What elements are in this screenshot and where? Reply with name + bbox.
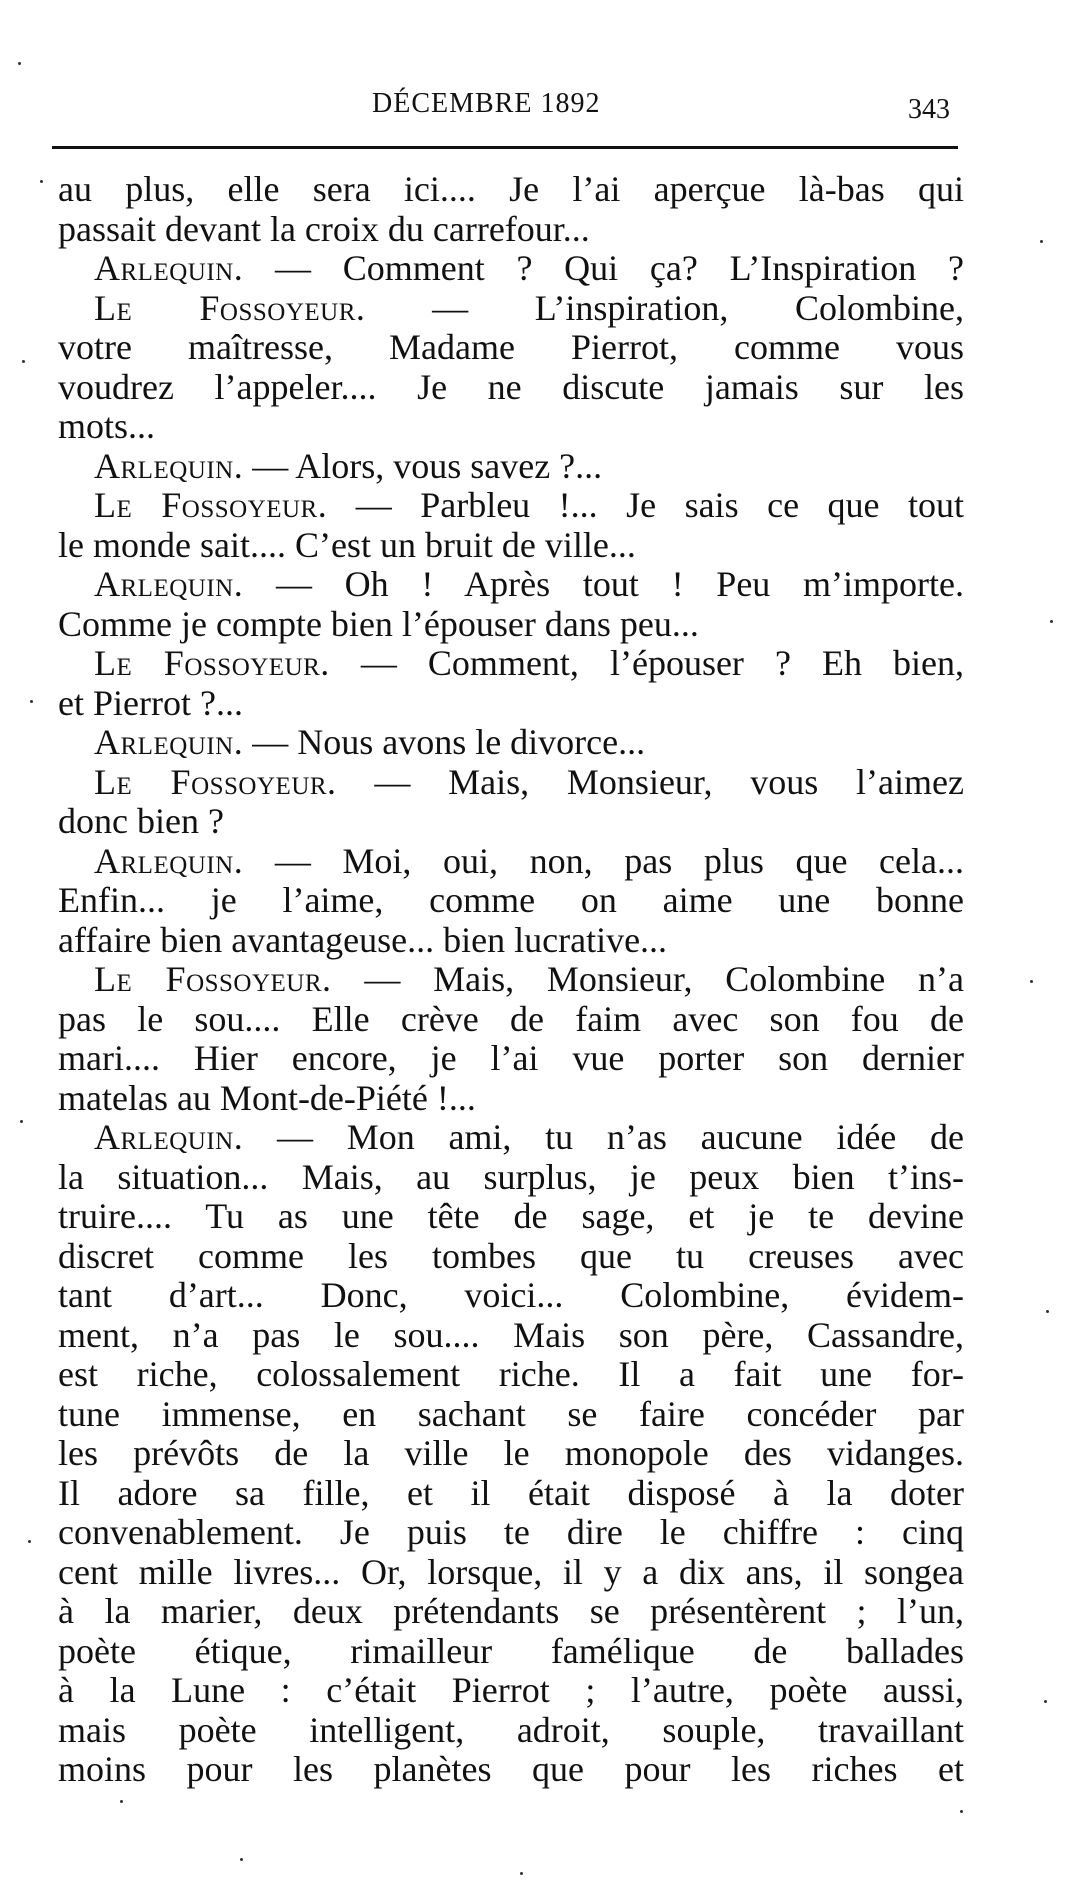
header-rule <box>52 146 958 149</box>
text-line <box>58 1158 964 1198</box>
text-line <box>58 486 964 526</box>
body-text <box>58 170 964 1790</box>
line-text: mots... <box>58 406 156 446</box>
text-line <box>58 960 964 1000</box>
line-text: — Comment ? Qui ça? L’Inspiration ? <box>274 248 964 288</box>
line-text: — Mais, Monsieur, vous l’aimez <box>374 761 964 802</box>
text-line <box>58 1434 964 1474</box>
text-line <box>58 1513 964 1553</box>
text-line <box>58 1237 964 1277</box>
text-line <box>58 328 964 368</box>
page-number: 343 <box>908 94 950 125</box>
text-line <box>58 921 964 961</box>
text-line <box>58 1750 964 1790</box>
text-line <box>58 684 964 724</box>
text-line <box>58 1197 964 1237</box>
speaker-name: Arlequin. <box>94 840 244 881</box>
line-text: au plus, elle sera ici.... Je l’ai aperçue là-bas qui <box>58 169 964 209</box>
text-line <box>58 1079 964 1119</box>
line-text: à la marier, deux prétendants se présentèrent ; l’un, <box>58 1591 964 1631</box>
text-line <box>58 1118 964 1158</box>
text-line <box>58 249 964 289</box>
line-text: donc bien ? <box>58 801 224 841</box>
line-text: tant d’art... Donc, voici... Colombine, évidem- <box>58 1275 964 1315</box>
speaker-name: Arlequin. <box>94 1117 244 1157</box>
line-text: — Mais, Monsieur, Colombine n’a <box>364 959 964 999</box>
text-line <box>58 447 964 487</box>
text-line <box>58 289 964 329</box>
text-line <box>58 1592 964 1632</box>
speaker-name: Le Fossoyeur. <box>94 761 337 802</box>
scan-speck <box>1050 620 1053 623</box>
line-text: la situation... Mais, au surplus, je peux bien t’ins- <box>58 1156 964 1197</box>
text-line <box>58 170 964 210</box>
line-text: mais poète intelligent, adroit, souple, travaillant <box>58 1709 964 1750</box>
line-text: — Comment, l’épouser ? Eh bien, <box>360 643 965 683</box>
scan-speck <box>28 1540 31 1543</box>
speaker-name: Arlequin. <box>94 722 244 762</box>
scan-speck <box>20 1120 23 1123</box>
text-line <box>58 565 964 605</box>
line-text: discret comme les tombes que tu creuses avec <box>58 1235 964 1276</box>
text-line <box>58 605 964 645</box>
text-line <box>58 802 964 842</box>
line-text: cent mille livres... Or, lorsque, il y a dix ans, il songea <box>58 1551 964 1592</box>
line-text: Enfin... je l’aime, comme on aime une bonne <box>58 880 964 920</box>
line-text: convenablement. Je puis te dire le chiffre : cinq <box>58 1512 964 1552</box>
text-line <box>58 644 964 684</box>
line-text: est riche, colossalement riche. Il a fait une for- <box>58 1354 964 1394</box>
line-text: voudrez l’appeler.... Je ne discute jamais sur les <box>58 366 964 407</box>
text-line <box>58 1276 964 1316</box>
speaker-name: Le Fossoyeur. <box>94 287 366 328</box>
text-line <box>58 1395 964 1435</box>
text-line <box>58 1474 964 1514</box>
scan-speck <box>18 62 21 65</box>
line-text: ment, n’a pas le sou.... Mais son père, Cassandre, <box>58 1314 964 1355</box>
line-text: et Pierrot ?... <box>58 682 243 723</box>
line-text: tune immense, en sachant se faire concéder par <box>58 1393 964 1434</box>
line-text: poète étique, rimailleur famélique de ballades <box>58 1630 964 1671</box>
scan-speck <box>1044 1700 1047 1703</box>
scan-speck <box>120 1800 123 1803</box>
speaker-name: Le Fossoyeur. <box>94 959 332 999</box>
speaker-name: Le Fossoyeur. <box>94 485 328 525</box>
text-line <box>58 407 964 447</box>
scan-speck <box>1040 240 1043 243</box>
scan-speck <box>22 360 25 363</box>
scan-speck <box>1046 1310 1049 1313</box>
text-line <box>58 1000 964 1040</box>
line-text: votre maîtresse, Madame Pierrot, comme vous <box>58 327 964 367</box>
text-line <box>58 526 964 566</box>
line-text: — Alors, vous savez ?... <box>252 445 603 486</box>
page-header <box>60 88 960 132</box>
text-line <box>58 210 964 250</box>
scan-speck <box>520 1872 523 1875</box>
text-line <box>58 1553 964 1593</box>
line-text: mari.... Hier encore, je l’ai vue porter son dernier <box>58 1038 964 1078</box>
text-line <box>58 1632 964 1672</box>
line-text: pas le sou.... Elle crève de faim avec son fou de <box>58 998 964 1039</box>
text-line <box>58 1711 964 1751</box>
running-title: DÉCEMBRE 1892 <box>372 88 601 119</box>
line-text: les prévôts de la ville le monopole des vidanges. <box>58 1433 964 1473</box>
text-line <box>58 368 964 408</box>
text-line <box>58 1039 964 1079</box>
scan-speck <box>240 1858 243 1861</box>
text-line <box>58 763 964 803</box>
speaker-name: Arlequin. <box>94 564 244 604</box>
line-text: passait devant la croix du carrefour... <box>58 208 590 249</box>
line-text: Comme je compte bien l’épouser dans peu... <box>58 603 699 644</box>
speaker-name: Le Fossoyeur. <box>94 643 330 683</box>
line-text: — Parbleu !... Je sais ce que tout <box>355 485 964 525</box>
line-text: le monde sait.... C’est un bruit de ville... <box>58 524 636 565</box>
scan-speck <box>960 1810 963 1813</box>
speaker-name: Arlequin. <box>94 445 244 486</box>
scan-speck <box>1030 980 1033 983</box>
text-line <box>58 723 964 763</box>
speaker-name: Arlequin. <box>94 248 244 288</box>
line-text: moins pour les planètes que pour les riches et <box>58 1749 964 1789</box>
line-text: affaire bien avantageuse... bien lucrative... <box>58 919 668 960</box>
line-text: — Nous avons le divorce... <box>252 722 646 762</box>
text-line <box>58 1671 964 1711</box>
line-text: — Mon ami, tu n’as aucune idée de <box>276 1117 965 1157</box>
text-line <box>58 1355 964 1395</box>
line-text: à la Lune : c’était Pierrot ; l’autre, poète aussi, <box>58 1670 964 1710</box>
line-text: truire.... Tu as une tête de sage, et je te devine <box>58 1196 964 1236</box>
scan-speck <box>40 180 43 183</box>
line-text: — L’inspiration, Colombine, <box>432 287 965 328</box>
line-text: — Oh ! Après tout ! Peu m’importe. <box>275 564 964 604</box>
line-text: matelas au Mont-de-Piété !... <box>58 1077 476 1118</box>
text-line <box>58 1316 964 1356</box>
scan-speck <box>30 700 33 703</box>
line-text: — Moi, oui, non, pas plus que cela... <box>274 840 964 881</box>
text-line <box>58 881 964 921</box>
line-text: Il adore sa fille, et il était disposé à la doter <box>58 1472 964 1513</box>
text-line <box>58 842 964 882</box>
